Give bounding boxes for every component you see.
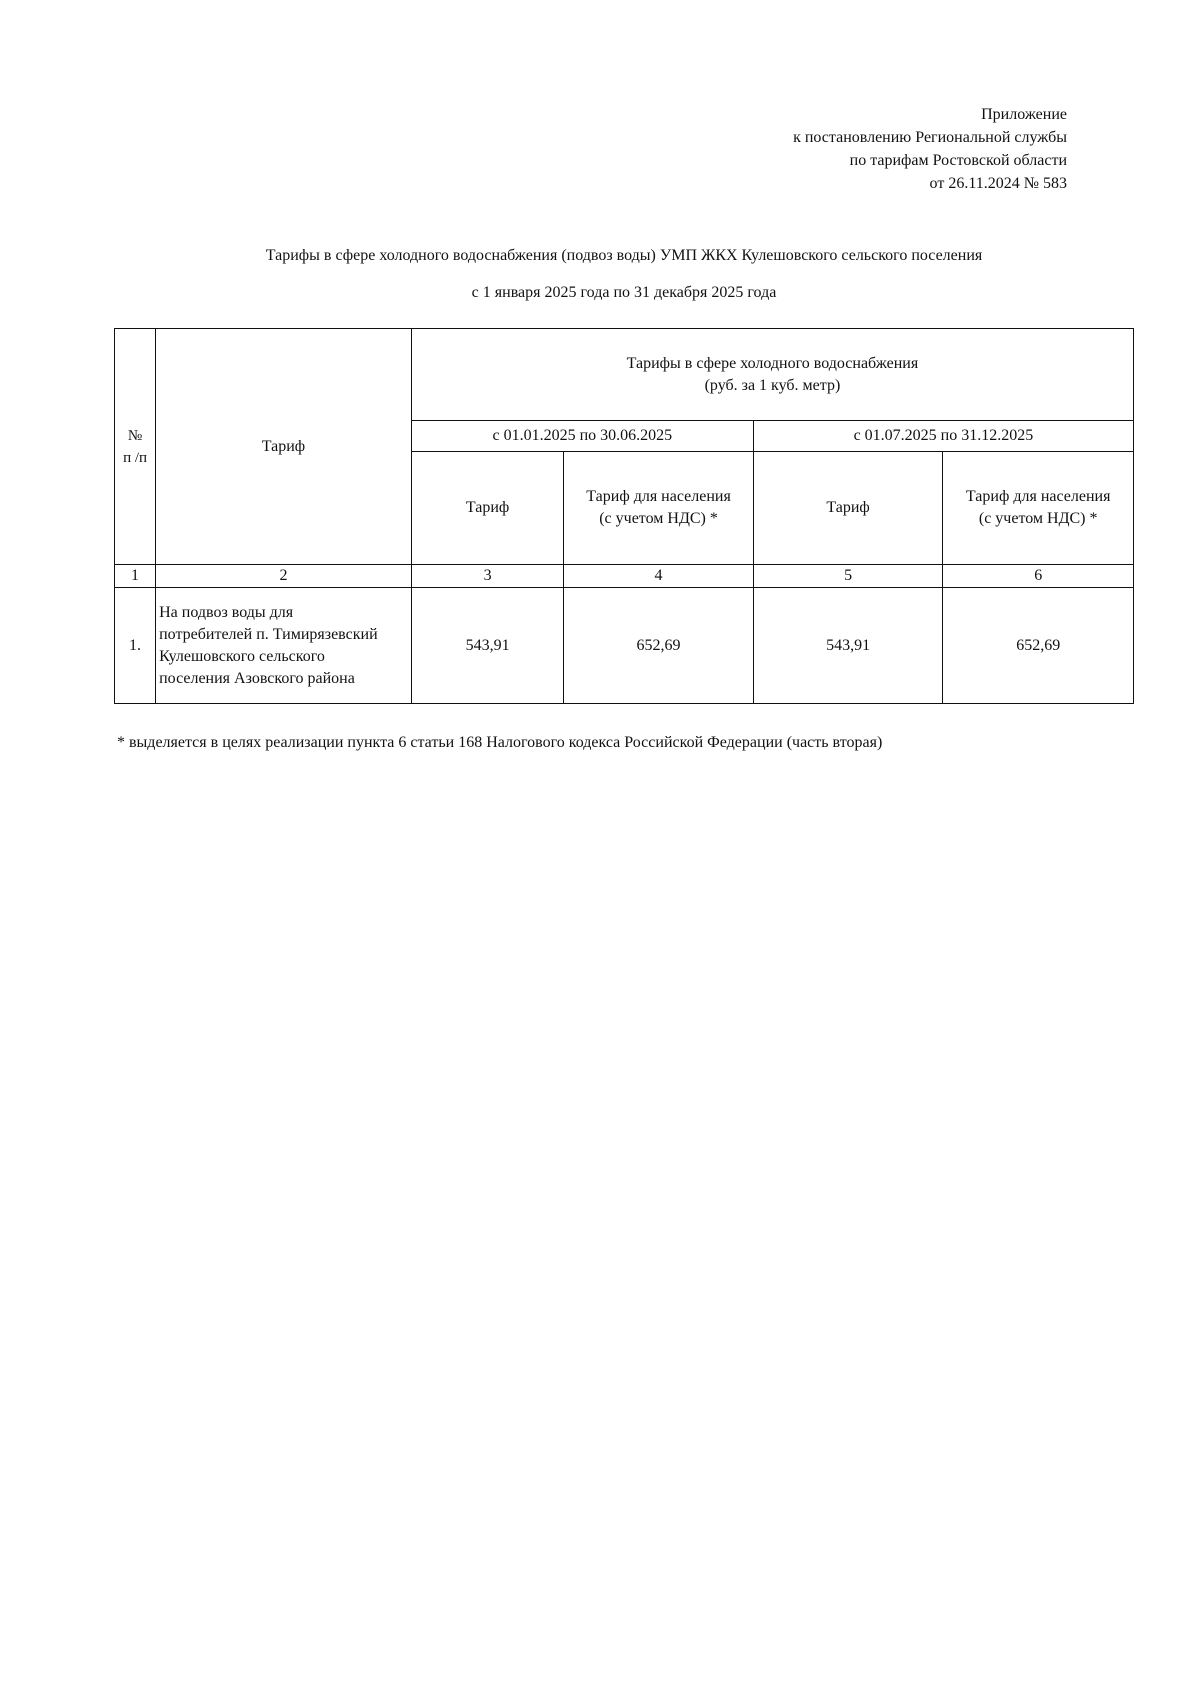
header-col-population-line2: (с учетом НДС) *	[978, 510, 1098, 527]
column-number: 4	[564, 565, 754, 588]
row-tariff-name-line: Кулешовского сельского	[159, 647, 325, 665]
document-title: Тарифы в сфере холодного водоснабжения (подвоз воды) УМП ЖКХ Кулешовского сельского поселения	[265, 247, 983, 264]
row-tariff-name	[156, 588, 412, 704]
header-tariff-group	[411, 329, 1133, 421]
appendix-line: к постановлению Региональной службы	[793, 129, 1067, 146]
row-tariff-name-line: поселения Азовского района	[159, 669, 355, 687]
row-population-period-1: 652,69	[564, 588, 754, 704]
appendix-date-number: от 26.11.2024 № 583	[929, 175, 1067, 192]
column-number: 3	[411, 565, 563, 588]
row-tariff-period-1: 543,91	[411, 588, 563, 704]
column-numbers-row	[115, 565, 1134, 588]
header-col-tariff-2: Тариф	[753, 452, 943, 565]
appendix-header	[793, 103, 1067, 195]
appendix-line: Приложение	[981, 106, 1067, 123]
tariff-table	[114, 328, 1134, 704]
header-col-population-line1: Тариф для населения	[965, 488, 1111, 505]
row-population-period-2: 652,69	[943, 588, 1134, 704]
row-tariff-name-line: потребителей п. Тимирязевский	[159, 625, 378, 643]
header-col-tariff-1: Тариф	[411, 452, 563, 565]
header-tariff-name: Тариф	[156, 329, 412, 565]
column-number: 2	[156, 565, 412, 588]
header-col-population-2	[943, 452, 1134, 565]
row-number: 1.	[115, 588, 156, 704]
header-row-number-line2: п /п	[123, 449, 148, 466]
header-period-1: с 01.01.2025 по 30.06.2025	[411, 421, 753, 452]
column-number: 6	[943, 565, 1134, 588]
row-tariff-period-2: 543,91	[753, 588, 943, 704]
column-number: 5	[753, 565, 943, 588]
table-row	[115, 588, 1134, 704]
row-tariff-name-line: На подвоз воды для	[159, 603, 294, 621]
header-period-2: с 01.07.2025 по 31.12.2025	[753, 421, 1133, 452]
footnote: * выделяется в целях реализации пункта 6 статьи 168 Налогового кодекса Российской Федерации (часть вторая)	[117, 734, 883, 751]
header-tariff-group-line1: Тарифы в сфере холодного водоснабжения	[626, 354, 919, 372]
document-period: с 1 января 2025 года по 31 декабря 2025 года	[471, 284, 777, 301]
header-col-population-line1: Тариф для населения	[586, 488, 731, 505]
header-row-number	[115, 329, 156, 565]
header-col-population-line2: (с учетом НДС) *	[599, 510, 718, 527]
column-number: 1	[115, 565, 156, 588]
appendix-line: по тарифам Ростовской области	[849, 152, 1067, 169]
header-col-population-1	[564, 452, 754, 565]
header-tariff-group-line2: (руб. за 1 куб. метр)	[704, 376, 841, 394]
header-row-number-line1: №	[127, 427, 143, 444]
